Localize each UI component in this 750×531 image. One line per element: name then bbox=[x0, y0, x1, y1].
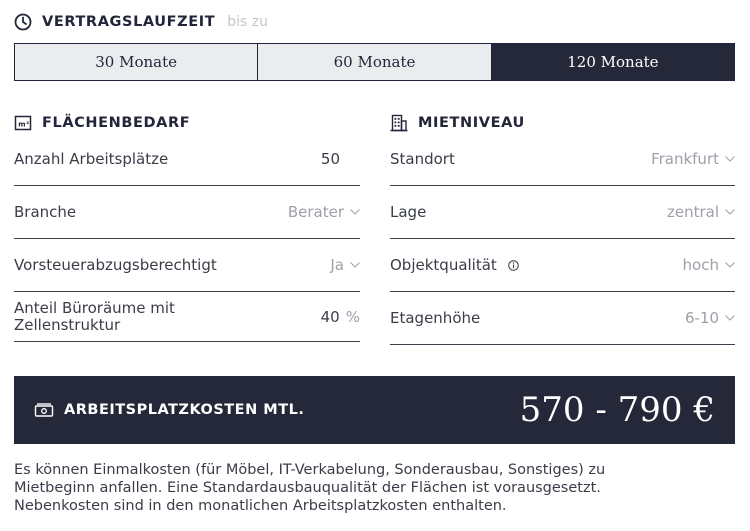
chevron-down-icon bbox=[350, 262, 360, 268]
position-value: zentral bbox=[666, 203, 719, 221]
branch-select[interactable] bbox=[288, 203, 360, 221]
duration-tabs bbox=[14, 43, 735, 81]
vat-select[interactable] bbox=[330, 256, 360, 274]
quality-value: hoch bbox=[682, 256, 719, 274]
quality-select[interactable] bbox=[683, 256, 735, 274]
row-workplaces bbox=[14, 133, 360, 186]
cell-offices-input[interactable] bbox=[321, 308, 360, 326]
building-icon bbox=[390, 114, 408, 132]
quality-label bbox=[390, 257, 519, 274]
footnote-line-3: Nebenkosten sind in den monatlichen Arbeitsplatzkosten enthalten. bbox=[14, 498, 507, 514]
position-select[interactable] bbox=[667, 203, 735, 221]
area-title: FLÄCHENBEDARF bbox=[42, 115, 191, 131]
footnote-line-2: Mietbeginn anfallen. Eine Standardausbauqualität der Flächen ist vorausgesetzt. bbox=[14, 480, 601, 496]
result-band bbox=[14, 376, 735, 444]
row-position[interactable] bbox=[390, 186, 735, 239]
location-value: Frankfurt bbox=[651, 150, 719, 168]
row-location[interactable] bbox=[390, 133, 735, 186]
chevron-down-icon bbox=[725, 262, 735, 268]
chevron-down-icon bbox=[725, 209, 735, 215]
area-header bbox=[14, 114, 190, 132]
rent-header bbox=[390, 114, 525, 132]
branch-value: Berater bbox=[287, 203, 344, 221]
vat-value: Ja bbox=[330, 256, 344, 274]
percent-unit: % bbox=[345, 307, 360, 326]
row-floor-height[interactable] bbox=[390, 292, 735, 345]
footnote-line-1: Es können Einmalkosten (für Möbel, IT-Verkabelung, Sonderausbau, Sonstiges) zu bbox=[14, 462, 606, 478]
money-icon bbox=[34, 401, 54, 419]
chevron-down-icon bbox=[350, 209, 360, 215]
rent-form bbox=[390, 133, 735, 345]
info-icon[interactable] bbox=[508, 260, 519, 271]
position-label: Lage bbox=[390, 202, 427, 221]
workplaces-label: Anzahl Arbeitsplätze bbox=[14, 149, 169, 168]
chevron-down-icon bbox=[725, 315, 735, 321]
floor-height-label: Etagenhöhe bbox=[390, 308, 481, 327]
row-vat[interactable] bbox=[14, 239, 360, 292]
quality-label-text: Objektqualität bbox=[390, 255, 497, 274]
workplaces-input[interactable]: 50 bbox=[320, 150, 340, 168]
contract-hint: bis zu bbox=[227, 14, 269, 30]
contract-header bbox=[14, 13, 268, 31]
square-meter-icon bbox=[14, 114, 32, 132]
svg-text:m²: m² bbox=[18, 120, 30, 129]
row-cell-offices bbox=[14, 292, 360, 342]
vat-label: Vorsteuerabzugsberechtigt bbox=[14, 255, 217, 274]
location-select[interactable] bbox=[651, 150, 735, 168]
rent-title: MIETNIVEAU bbox=[418, 115, 525, 131]
footnote bbox=[14, 461, 704, 515]
contract-title: VERTRAGSLAUFZEIT bbox=[42, 14, 216, 30]
price-range: 570 - 790 € bbox=[519, 390, 715, 430]
floor-height-value: 6-10 bbox=[684, 309, 719, 327]
tab-30-months[interactable]: 30 Monate bbox=[15, 44, 258, 80]
row-branch[interactable] bbox=[14, 186, 360, 239]
row-quality[interactable] bbox=[390, 239, 735, 292]
location-label: Standort bbox=[390, 149, 455, 168]
cell-offices-value: 40 bbox=[320, 307, 340, 326]
chevron-down-icon bbox=[725, 156, 735, 162]
area-form bbox=[14, 133, 360, 342]
tab-120-months[interactable]: 120 Monate bbox=[492, 44, 734, 80]
branch-label: Branche bbox=[14, 202, 77, 221]
result-label: ARBEITSPLATZKOSTEN MTL. bbox=[64, 402, 305, 418]
cell-offices-label: Anteil Büroräume mit Zellenstruktur bbox=[14, 298, 175, 334]
floor-height-select[interactable] bbox=[685, 309, 735, 327]
result-label-group bbox=[34, 401, 304, 419]
clock-icon bbox=[14, 13, 32, 31]
tab-60-months[interactable]: 60 Monate bbox=[258, 44, 492, 80]
